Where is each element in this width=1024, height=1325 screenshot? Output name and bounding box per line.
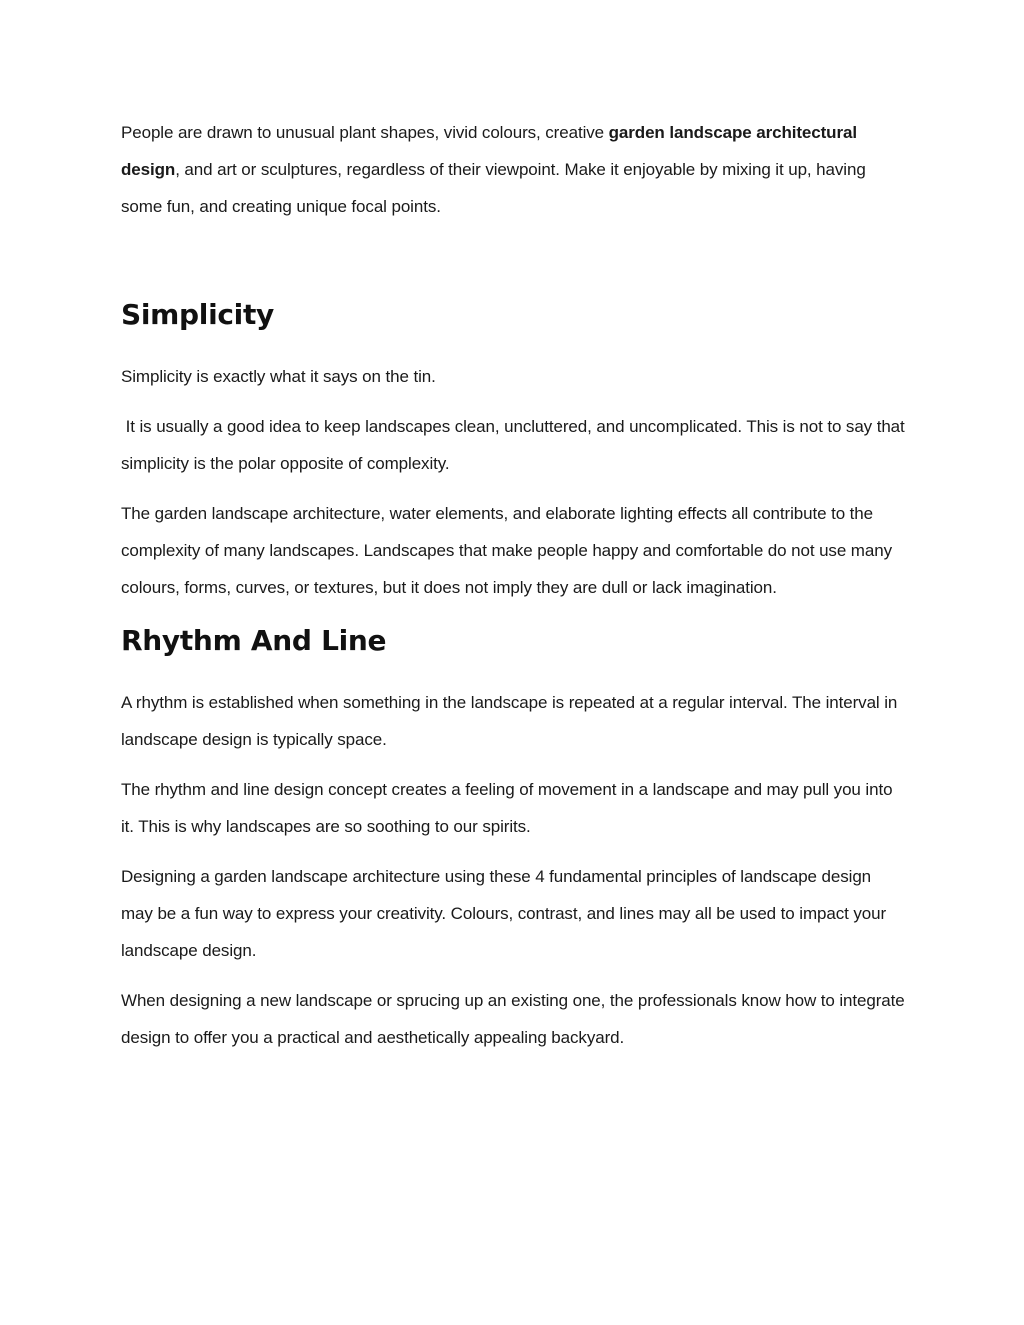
simplicity-paragraph-1: Simplicity is exactly what it says on the tin. [121,367,436,386]
rhythm-paragraph-3: Designing a garden landscape architecture using these 4 fundamental principles of landscape design may be a fun way to express your creativity. Colours, contrast, and lines may all be used to impact your landscape design. [121,867,887,960]
heading-simplicity: Simplicity [121,298,275,331]
intro-bold-keyword: garden landscape architectural design [121,123,857,179]
intro-paragraph [121,114,906,225]
rhythm-paragraph-1: A rhythm is established when something in the landscape is repeated at a regular interval. The interval in landscape design is typically space. [121,693,898,749]
intro-text-end: , and art or sculptures, regardless of their viewpoint. Make it enjoyable by mixing it up, having some fun, and creating unique focal points. [121,160,866,216]
intro-text-start: People are drawn to unusual plant shapes, vivid colours, creative [121,123,609,142]
heading-rhythm-and-line: Rhythm And Line [121,624,387,657]
rhythm-paragraph-4: When designing a new landscape or sprucing up an existing one, the professionals know how to integrate design to offer you a practical and aesthetically appealing backyard. [121,991,905,1047]
document-page [121,114,910,1056]
rhythm-paragraph-2: The rhythm and line design concept creates a feeling of movement in a landscape and may pull you into it. This is why landscapes are so soothing to our spirits. [121,780,893,836]
simplicity-paragraph-3: The garden landscape architecture, water elements, and elaborate lighting effects all contribute to the complexity of many landscapes. Landscapes that make people happy and comfortable do not use many colours, forms, curves, or textures, but it does not imply they are dull or lack imagination. [121,504,892,597]
simplicity-paragraph-2: It is usually a good idea to keep landscapes clean, uncluttered, and uncomplicated. This is not to say that simplicity is the polar opposite of complexity. [121,417,910,473]
